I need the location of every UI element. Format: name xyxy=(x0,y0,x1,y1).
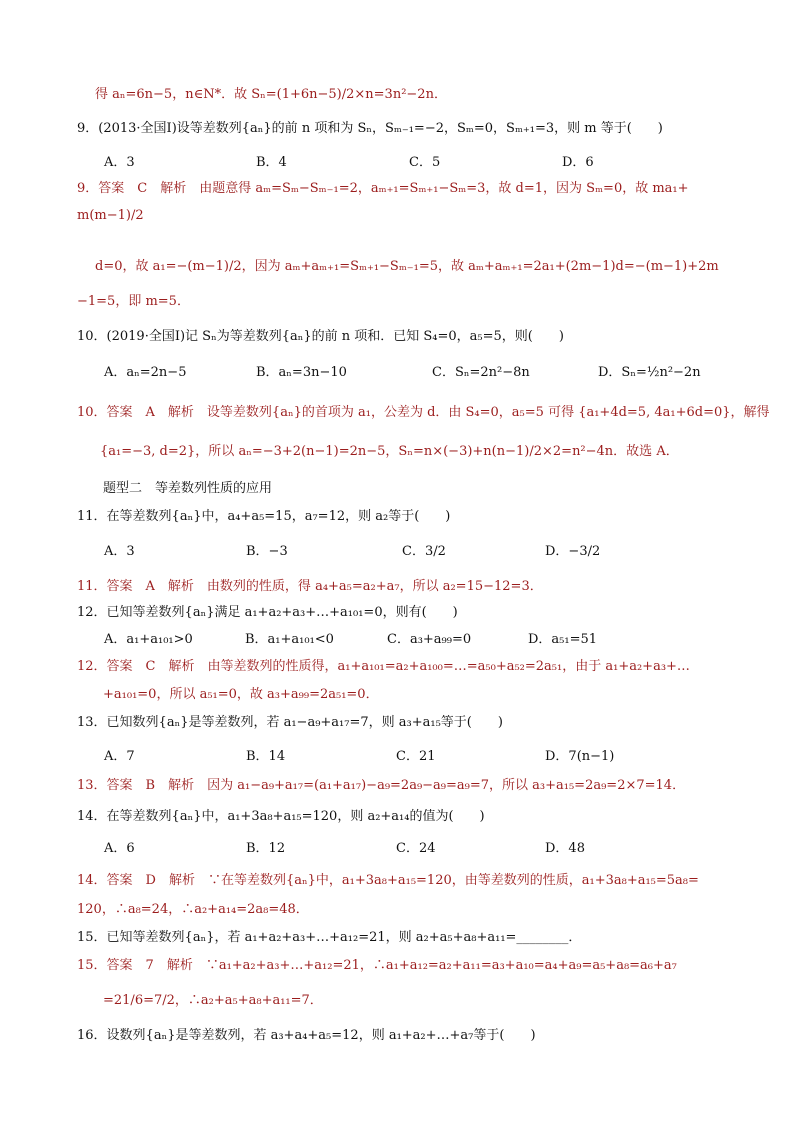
option-d: D．48 xyxy=(545,841,585,856)
option-b: B．aₙ=3n−10 xyxy=(256,365,347,380)
option-a: A．3 xyxy=(104,155,135,170)
answer-9-line3: d=0，故 a₁=−(m−1)/2，因为 aₘ+aₘ₊₁=Sₘ₊₁−Sₘ₋₁=5，故 aₘ+aₘ₊₁=2a₁+(2m−1)d=−(m−1)+2m xyxy=(95,259,719,274)
option-a: A．6 xyxy=(104,841,135,856)
answer-14-line2: 120，∴a₈=24，∴a₂+a₁₄=2a₈=48． xyxy=(77,902,309,917)
section-heading: 题型二 等差数列性质的应用 xyxy=(103,481,273,496)
answer-10-line1: 10．答案 A 解析 设等差数列{aₙ}的首项为 a₁，公差为 d．由 S₄=0，a₅=5 可得 {a₁+4d=5, 4a₁+6d=0}，解得 xyxy=(77,405,770,420)
option-d: D．7(n−1) xyxy=(545,749,615,764)
question-14: 14．在等差数列{aₙ}中，a₁+3a₈+a₁₅=120，则 a₂+a₁₄的值为( ) xyxy=(77,809,485,824)
question-10: 10．(2019·全国Ⅰ)记 Sₙ为等差数列{aₙ}的前 n 项和．已知 S₄=0，a₅=5，则( ) xyxy=(77,329,564,344)
answer-9-line4: −1=5，即 m=5． xyxy=(77,294,190,309)
answer-15-line2: =21/6=7/2，∴a₂+a₅+a₈+a₁₁=7． xyxy=(103,993,323,1008)
option-c: C．21 xyxy=(396,749,436,764)
answer-11: 11．答案 A 解析 由数列的性质，得 a₄+a₅=a₂+a₇，所以 a₂=15−12=3． xyxy=(77,579,543,594)
option-c: C．5 xyxy=(409,155,441,170)
question-9: 9．(2013·全国Ⅰ)设等差数列{aₙ}的前 n 项和为 Sₙ，Sₘ₋₁=−2，Sₘ=0，Sₘ₊₁=3，则 m 等于( ) xyxy=(77,121,663,136)
option-a: A．aₙ=2n−5 xyxy=(104,365,187,380)
answer-14-line1: 14．答案 D 解析 ∵在等差数列{aₙ}中，a₁+3a₈+a₁₅=120，由等差数列的性质，a₁+3a₈+a₁₅=5a₈= xyxy=(77,873,699,888)
option-a: A．7 xyxy=(104,749,135,764)
option-d: D．Sₙ=½n²−2n xyxy=(598,365,701,380)
question-12: 12．已知等差数列{aₙ}满足 a₁+a₂+a₃+…+a₁₀₁=0，则有( ) xyxy=(77,605,458,620)
option-b: B．12 xyxy=(246,841,286,856)
answer-13: 13．答案 B 解析 因为 a₁−a₉+a₁₇=(a₁+a₁₇)−a₉=2a₉−a₉=a₉=7，所以 a₃+a₁₅=2a₉=2×7=14． xyxy=(77,778,686,793)
option-d: D．−3/2 xyxy=(545,544,601,559)
option-b: B．a₁+a₁₀₁<0 xyxy=(245,632,334,647)
option-c: C．3/2 xyxy=(402,544,446,559)
option-b: B．−3 xyxy=(246,544,288,559)
solution-line: 得 aₙ=6n−5，n∈N*．故 Sₙ=(1+6n−5)/2×n=3n²−2n． xyxy=(95,87,447,102)
answer-9-line1: 9．答案 C 解析 由题意得 aₘ=Sₘ−Sₘ₋₁=2，aₘ₊₁=Sₘ₊₁−Sₘ=3，故 d=1，因为 Sₘ=0，故 ma₁+ xyxy=(77,181,689,196)
option-c: C．a₃+a₉₉=0 xyxy=(387,632,472,647)
option-c: C．Sₙ=2n²−8n xyxy=(432,365,530,380)
option-d: D．6 xyxy=(562,155,594,170)
option-c: C．24 xyxy=(396,841,436,856)
option-b: B．14 xyxy=(246,749,286,764)
answer-9-line2: m(m−1)/2 xyxy=(77,208,144,223)
answer-12-line2: +a₁₀₁=0，所以 a₅₁=0，故 a₃+a₉₉=2a₅₁=0． xyxy=(103,687,379,702)
question-15: 15．已知等差数列{aₙ}，若 a₁+a₂+a₃+…+a₁₂=21，则 a₂+a₅+a₈+a₁₁=________． xyxy=(77,930,582,945)
answer-12-line1: 12．答案 C 解析 由等差数列的性质得，a₁+a₁₀₁=a₂+a₁₀₀=…=a₅₀+a₅₂=2a₅₁，由于 a₁+a₂+a₃+… xyxy=(77,659,690,674)
question-11: 11．在等差数列{aₙ}中，a₄+a₅=15，a₇=12，则 a₂等于( ) xyxy=(77,509,451,524)
question-13: 13．已知数列{aₙ}是等差数列，若 a₁−a₉+a₁₇=7，则 a₃+a₁₅等于( ) xyxy=(77,715,503,730)
option-b: B．4 xyxy=(256,155,287,170)
answer-10-line2: {a₁=−3, d=2}，所以 aₙ=−3+2(n−1)=2n−5，Sₙ=n×(−3)+n(n−1)/2×2=n²−4n．故选 A． xyxy=(100,444,679,459)
answer-15-line1: 15．答案 7 解析 ∵a₁+a₂+a₃+…+a₁₂=21，∴a₁+a₁₂=a₂+a₁₁=a₃+a₁₀=a₄+a₉=a₅+a₈=a₆+a₇ xyxy=(77,958,677,973)
option-d: D．a₅₁=51 xyxy=(528,632,598,647)
option-a: A．a₁+a₁₀₁>0 xyxy=(104,632,193,647)
option-a: A．3 xyxy=(104,544,135,559)
question-16: 16．设数列{aₙ}是等差数列，若 a₃+a₄+a₅=12，则 a₁+a₂+…+a₇等于( ) xyxy=(77,1028,536,1043)
